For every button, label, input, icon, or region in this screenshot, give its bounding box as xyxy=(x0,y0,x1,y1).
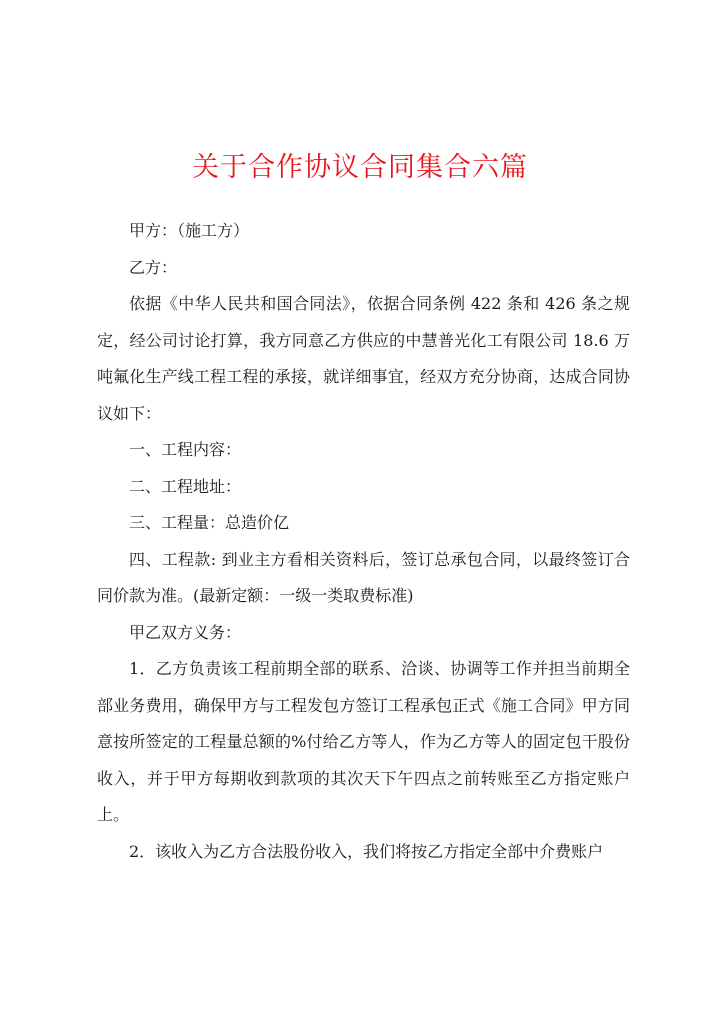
paragraph-item-1: 一、工程内容： xyxy=(129,440,242,459)
paragraph-obligation-1: 1．乙方负责该工程前期全部的联系、洽谈、协调等工作并担当前期全部业务费用，确保甲方与工程发包方签订工程承包正式《施工合同》甲方同意按所签定的工程量总额的%付给乙方等人，作为乙方等人的固定包干股份收入，并于甲方每期收到款项的其次天下午四点之前转账至乙方指定账户上。 xyxy=(97,659,630,824)
paragraph-party-b: 乙方： xyxy=(129,257,178,277)
paragraph-item-3: 三、工程量：总造价亿 xyxy=(129,513,290,532)
paragraph-obligation-2: 2．该收入为乙方合法股份收入，我们将按乙方指定全部中介费账户 xyxy=(129,841,604,861)
paragraph-obligations-heading: 甲乙双方义务： xyxy=(129,622,242,642)
paragraph-preamble: 依据《中华人民共和国合同法》，依据合同条例 422 条和 426 条之规定，经公司讨论打算，我方同意乙方供应的中慧普光化工有限公司 18.6 万吨氟化生产线工程工程的承接，就详细事宜，经双方充分协商，达成合同协议如下： xyxy=(97,294,630,423)
paragraph-party-a: 甲方：（施工方） xyxy=(129,221,250,240)
paragraph-item-4: 四、工程款: 到业主方看相关资料后，签订总承包合同，以最终签订合同价款为准。(最新定额：一级一类取费标准) xyxy=(97,549,630,605)
paragraph-item-2: 二、工程地址： xyxy=(129,476,242,496)
document-title: 关于合作协议合同集合六篇 xyxy=(192,152,528,183)
document-body xyxy=(97,213,630,870)
